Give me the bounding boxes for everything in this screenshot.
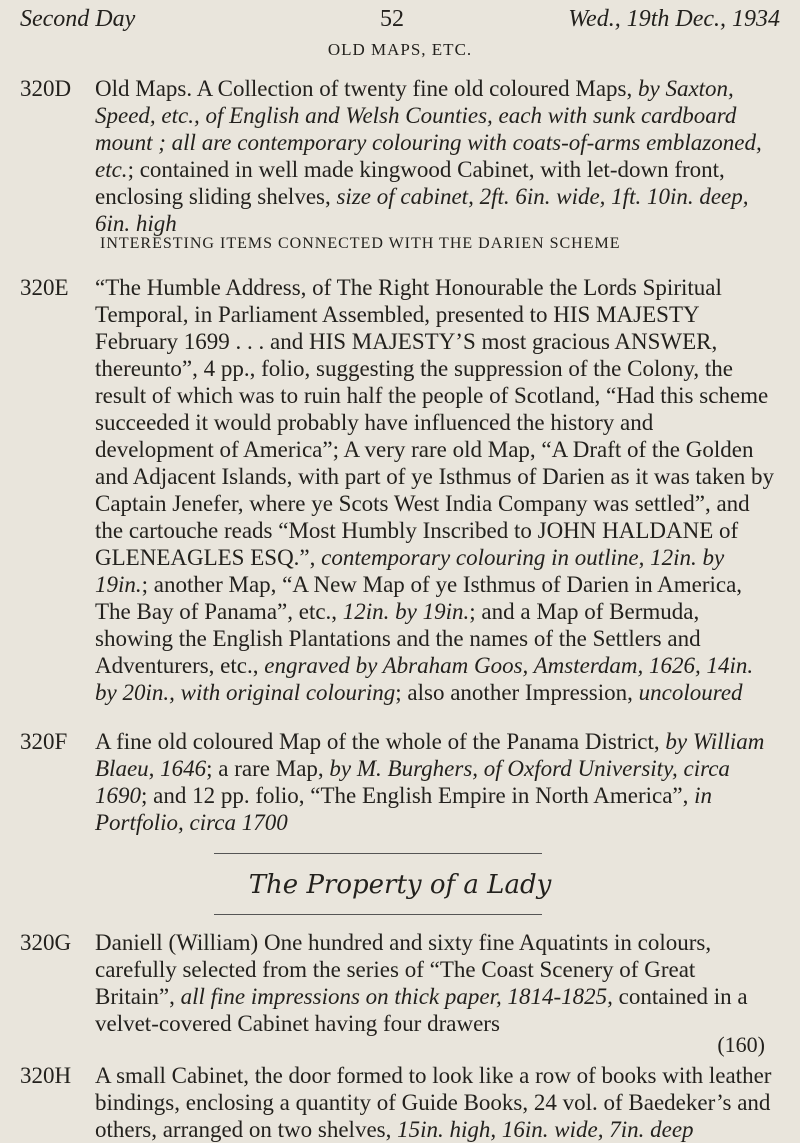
divider-rule bbox=[214, 853, 542, 854]
lot-text: ; a rare Map, bbox=[206, 756, 330, 781]
lot-text: ; another Map, “A New Map of ye Isthmus of Darien in America, The Bay of Panama”, etc., bbox=[95, 572, 743, 624]
lot-number: 320E bbox=[20, 275, 69, 300]
darien-heading: INTERESTING ITEMS CONNECTED WITH THE DARIEN SCHEME bbox=[100, 235, 621, 252]
lot-text: A small Cabinet, the door formed to look like a row of books with leather bindings, enclosing a quantity of Guide Books, 24 vol. of Baedeker’s and others, arranged on two shelves, bbox=[95, 1063, 772, 1142]
section-title: OLD MAPS, ETC. bbox=[327, 40, 473, 59]
lot-text: Old Maps. A Collection of twenty fine old coloured Maps, bbox=[95, 76, 638, 101]
day-label: Second Day bbox=[20, 6, 136, 32]
lot-text-italic: 15in. high, 16in. wide, 7in. deep bbox=[397, 1117, 694, 1142]
lot-text-italic: engraved by Abraham Goos, Amsterdam, 1626, 14in. by 20in., with original colouring bbox=[95, 653, 754, 705]
lot-number: 320F bbox=[20, 729, 68, 754]
lot-text-italic: in Portfolio, circa 1700 bbox=[95, 783, 713, 835]
running-head bbox=[20, 6, 780, 38]
lot-text-italic: by William Blaeu, 1646 bbox=[95, 729, 765, 781]
lot-description bbox=[95, 728, 775, 836]
lot-text-italic: by M. Burghers, of Oxford University, circa 1690 bbox=[95, 756, 730, 808]
lot-text: ; and 12 pp. folio, “The English Empire in North America”, bbox=[141, 783, 695, 808]
lot-count: (160) bbox=[717, 1032, 765, 1057]
lot-text-italic: uncoloured bbox=[638, 680, 743, 705]
lot-text: ; also another Impression, bbox=[395, 680, 639, 705]
lot-text: A fine old coloured Map of the whole of the Panama District, bbox=[95, 729, 666, 754]
property-heading: The Property of a Lady bbox=[248, 870, 552, 900]
page-number: 52 bbox=[380, 6, 404, 32]
lot-text: ; contained in well made kingwood Cabinet, with let-down front, enclosing sliding shelves, bbox=[95, 157, 725, 209]
lot-number: 320G bbox=[20, 930, 72, 955]
lot-text-italic: 12in. by 19in. bbox=[342, 599, 470, 624]
lot-text-italic: contemporary colouring in outline, 12in. by 19in. bbox=[95, 545, 725, 597]
lot-description bbox=[95, 274, 775, 706]
lot-text: ; and a Map of Bermuda, showing the English Plantations and the names of the Settlers and Adventurers, etc., bbox=[95, 599, 701, 678]
sale-date: Wed., 19th Dec., 1934 bbox=[568, 6, 780, 32]
lot-text: “The Humble Address, of The Right Honourable the Lords Spiritual Temporal, in Parliament Assembled, presented to HIS MAJESTY February 1699 . . . and HIS MAJESTY’S most gracious ANSWER, thereunto”, 4 pp., folio, suggesting the suppression of the Colony, the result of which was to ruin half the people of Scotland, “Had this scheme succeeded it would probably have influenced the history and development of America”; A very rare old Map, “A Draft of the Golden and Adjacent Islands, with part of ye Isthmus of Darien as it was taken by Captain Jenefer, where ye Scots West India Company was settled”, and the cartouche reads “Most Humbly Inscribed to JOHN HALDANE of GLENEAGLES ESQ.”, bbox=[95, 275, 774, 570]
lot-text: contained in a velvet-covered Cabinet having four drawers bbox=[95, 984, 748, 1036]
lot-text-italic: all fine impressions on thick paper, 1814-1825, bbox=[180, 984, 613, 1009]
lot-description bbox=[95, 75, 775, 237]
lot-description bbox=[95, 1062, 775, 1143]
lot-description bbox=[95, 929, 775, 1037]
lot-text-italic: size of cabinet, 2ft. 6in. wide, 1ft. 10in. deep, 6in. high bbox=[95, 184, 749, 236]
lot-number: 320H bbox=[20, 1063, 72, 1088]
divider-rule bbox=[214, 914, 542, 915]
lot-text-italic: by Saxton, Speed, etc., of English and Welsh Counties, each with sunk cardboard mount ; all are contemporary colouring with coats-of-arms emblazoned, etc. bbox=[95, 76, 762, 182]
lot-number: 320D bbox=[20, 76, 72, 101]
lot-text: Daniell (William) One hundred and sixty fine Aquatints in colours, carefully selected from the series of “The Coast Scenery of Great Britain”, bbox=[95, 930, 712, 1009]
